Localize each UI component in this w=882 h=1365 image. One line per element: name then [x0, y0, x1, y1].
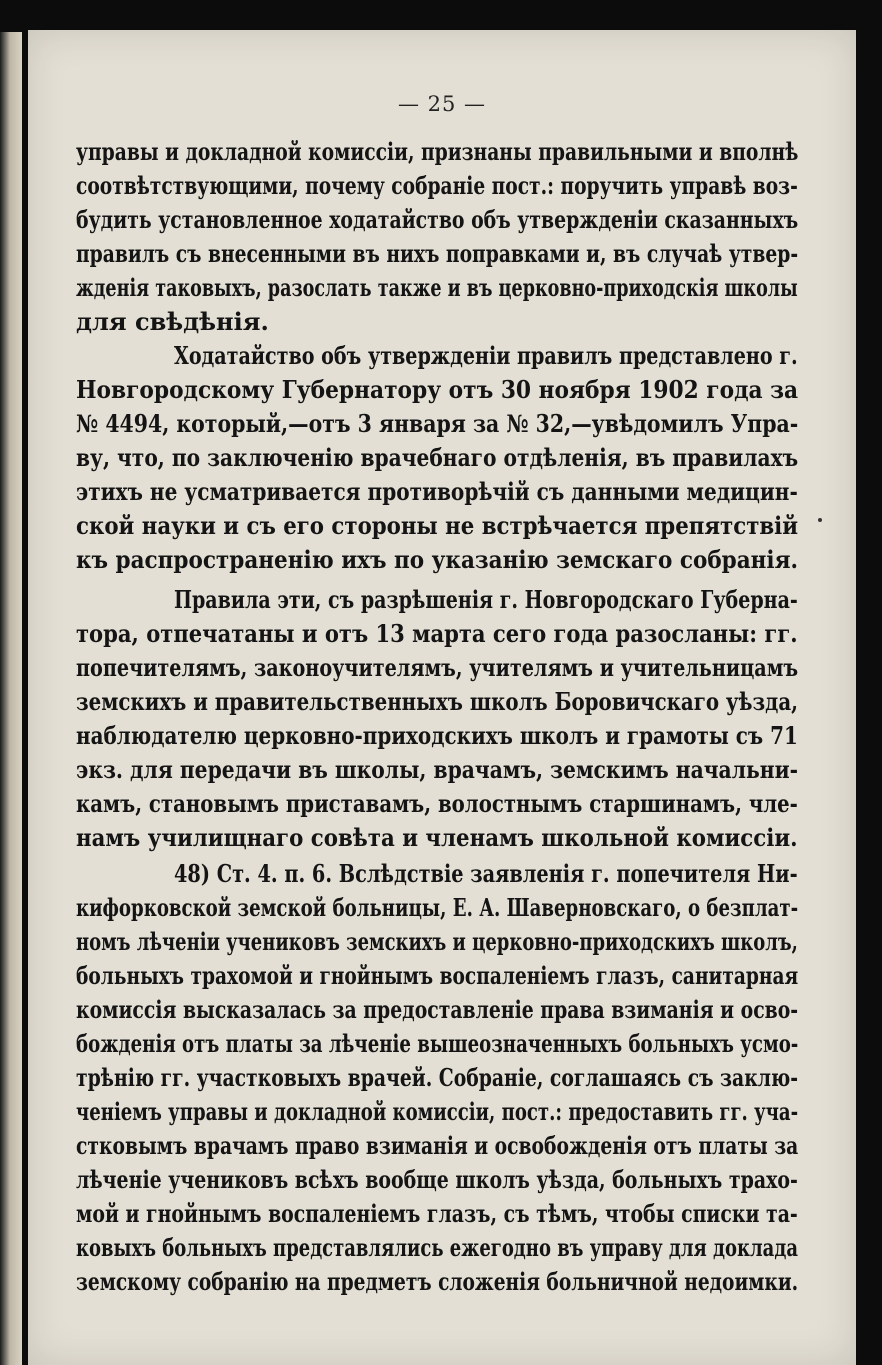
text-line: комиссія высказалась за предоставленіе права взиманія и осво-	[76, 995, 799, 1024]
text-line: ву, что, по заключенію врачебнаго отдѣленія, въ правилахъ	[76, 443, 799, 472]
text-line: управы и докладной комиссіи, признаны правильными и вполнѣ	[76, 137, 799, 166]
book-page	[28, 30, 856, 1365]
text-line: стковымъ врачамъ право взиманія и освобожденія отъ платы за	[76, 1131, 799, 1160]
text-line: лѣченіе учениковъ всѣхъ вообще школъ уѣзда, больныхъ трахо-	[76, 1165, 798, 1194]
text-line: камъ, становымъ приставамъ, волостнымъ старшинамъ, чле-	[76, 789, 798, 818]
book-spine-edge	[0, 32, 22, 1365]
text-line: будить установленное ходатайство объ утвержденіи сказанныхъ	[76, 205, 799, 234]
page-number: — 25 —	[397, 92, 487, 116]
text-line: экз. для передачи въ школы, врачамъ, земскимъ начальни-	[76, 755, 799, 784]
text-line: правилъ съ внесенными въ нихъ поправками и, въ случаѣ утвер-	[76, 239, 799, 268]
text-line: больныхъ трахомой и гнойнымъ воспаленіемъ глазъ, санитарная	[76, 961, 799, 990]
text-line: Новгородскому Губернатору отъ 30 ноября 1902 года за	[76, 375, 799, 404]
text-line: ченіемъ управы и докладной комиссіи, пост.: предоставить гг. уча-	[76, 1097, 799, 1126]
text-line: № 4494, который,—отъ 3 января за № 32,—увѣдомилъ Упра-	[76, 409, 799, 438]
text-line: ской науки и съ его стороны не встрѣчается препятствій	[76, 511, 799, 540]
text-line: жденія таковыхъ, разослать также и въ церковно-приходскія школы	[76, 273, 798, 302]
text-line: кифорковской земской больницы, Е. А. Шаверновскаго, о безплат-	[76, 893, 799, 922]
text-line: наблюдателю церковно-приходскихъ школъ и грамоты съ 71	[76, 721, 798, 750]
text-line: для свѣдѣнія.	[76, 307, 269, 336]
text-line: ковыхъ больныхъ представлялись ежегодно въ управу для доклада	[76, 1233, 798, 1262]
text-line: тора, отпечатаны и отъ 13 марта сего года разосланы: гг.	[76, 619, 798, 648]
text-line: земскихъ и правительственныхъ школъ Боровичскаго уѣзда,	[76, 687, 799, 716]
text-line: этихъ не усматривается противорѣчій съ данными медицин-	[76, 477, 798, 506]
text-line: номъ лѣченіи учениковъ земскихъ и церковно-приходскихъ школъ,	[76, 927, 798, 956]
paper-speck	[818, 518, 822, 522]
text-line: соотвѣтствующими, почему собраніе пост.: поручить управѣ воз-	[76, 171, 798, 200]
text-line: попечителямъ, законоучителямъ, учителямъ и учительницамъ	[76, 653, 799, 682]
text-line: трѣнію гг. участковыхъ врачей. Собраніе, соглашаясь съ заклю-	[76, 1063, 799, 1092]
text-line: земскому собранію на предметъ сложенія больничной недоимки.	[76, 1267, 799, 1296]
paragraph-first-line: 48) Ст. 4. п. 6. Вслѣдствіе заявленія г. попечителя Ни-	[174, 859, 798, 888]
text-line: мой и гнойнымъ воспаленіемъ глазъ, съ тѣмъ, чтобы списки та-	[76, 1199, 798, 1228]
paragraph-first-line: Ходатайство объ утвержденіи правилъ представлено г.	[174, 341, 798, 370]
paragraph-first-line: Правила эти, съ разрѣшенія г. Новгородскаго Губерна-	[174, 585, 798, 614]
text-line: божденія отъ платы за лѣченіе вышеозначенныхъ больныхъ усмо-	[76, 1029, 799, 1058]
text-line: къ распространенію ихъ по указанію земскаго собранія.	[76, 545, 799, 574]
text-line: намъ училищнаго совѣта и членамъ школьной комиссіи.	[76, 823, 798, 852]
